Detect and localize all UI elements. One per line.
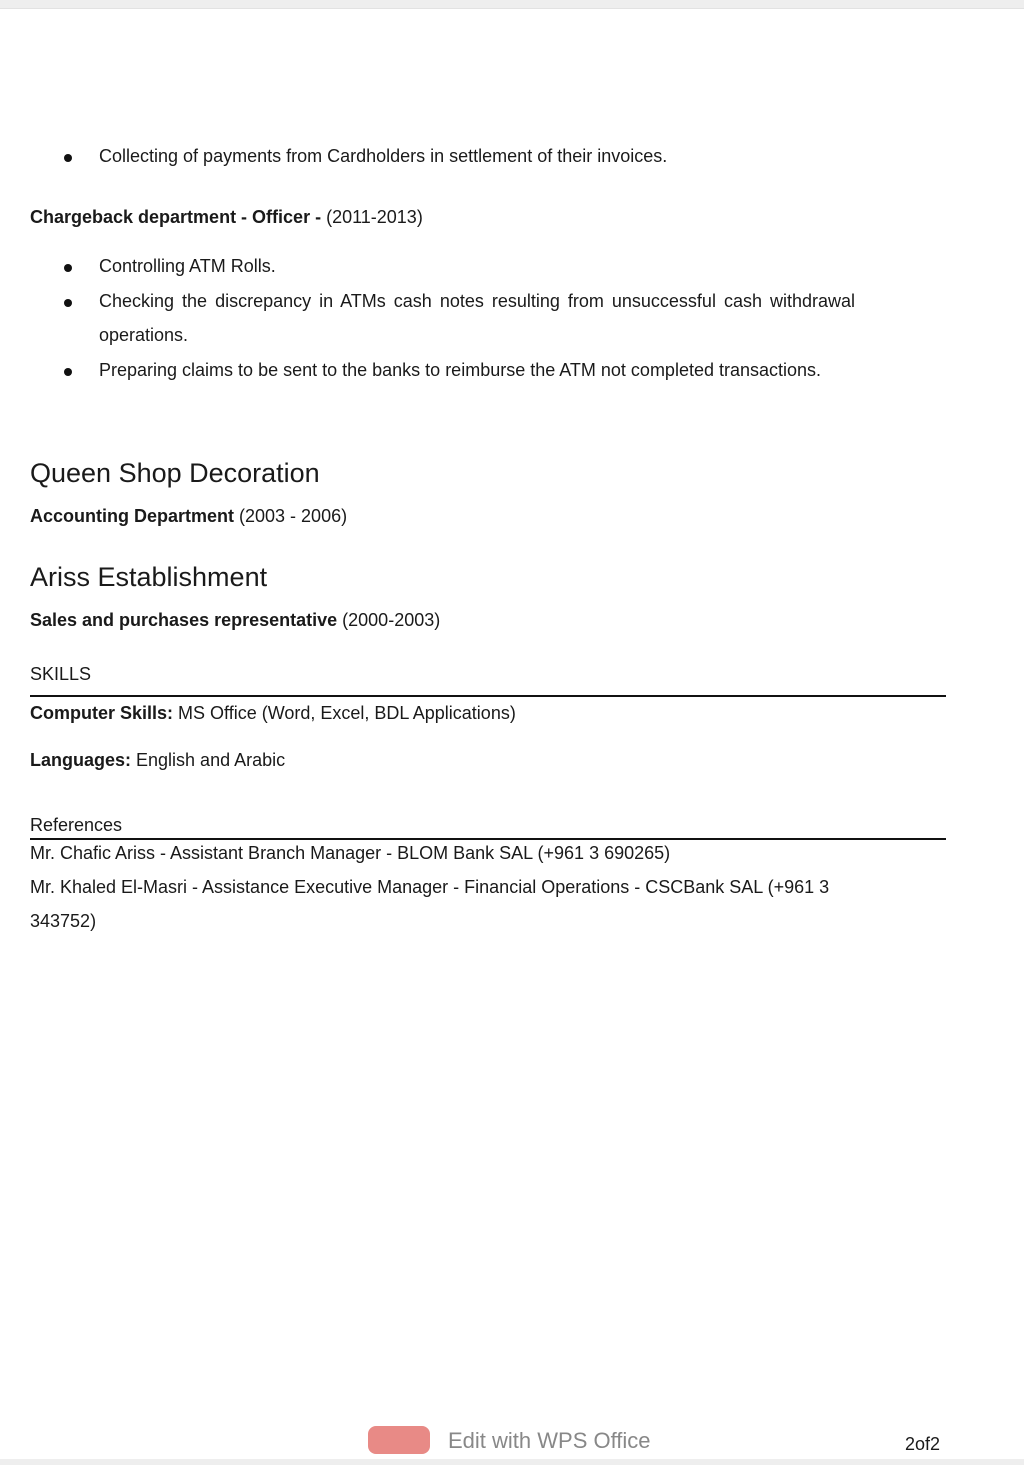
- section-heading-references: References: [30, 815, 123, 835]
- role: Accounting Department: [30, 506, 235, 526]
- list-item: Controlling ATM Rolls.: [99, 256, 276, 276]
- bullet-icon: [64, 154, 72, 162]
- years: (2000-2003): [337, 610, 441, 630]
- bottom-bar: [0, 1459, 1024, 1465]
- role: Sales and purchases representative: [30, 610, 338, 630]
- label: Computer Skills:: [30, 703, 174, 723]
- label: Languages:: [30, 750, 132, 770]
- job-title-chargeback: [30, 207, 423, 228]
- divider: [30, 695, 946, 697]
- reference-item: Mr. Khaled El-Masri - Assistance Executive Manager - Financial Operations - CSCBank SAL (+961 3: [30, 877, 830, 897]
- bullet-icon: [64, 368, 72, 376]
- reference-item: Mr. Chafic Ariss - Assistant Branch Manager - BLOM Bank SAL (+961 3 690265): [30, 843, 671, 863]
- wps-logo-icon[interactable]: [368, 1426, 430, 1454]
- job-role: [30, 506, 347, 527]
- bullet-icon: [64, 264, 72, 272]
- bullet-icon: [64, 299, 72, 307]
- value: MS Office (Word, Excel, BDL Applications): [173, 703, 516, 723]
- years: (2003 - 2006): [234, 506, 348, 526]
- page-number: 2of2: [905, 1434, 941, 1454]
- computer-skills: [30, 703, 516, 724]
- reference-item-continued: 343752): [30, 911, 97, 931]
- job-title: Chargeback department - Officer -: [30, 207, 322, 227]
- company-heading: Queen Shop Decoration: [30, 458, 320, 488]
- divider: [30, 838, 946, 840]
- languages: [30, 750, 285, 771]
- section-heading-skills: SKILLS: [30, 664, 92, 684]
- top-toolbar-edge: [0, 0, 1024, 9]
- edit-with-wps-banner[interactable]: Edit with WPS Office: [448, 1428, 651, 1453]
- company-heading: Ariss Establishment: [30, 562, 268, 592]
- value: English and Arabic: [131, 750, 286, 770]
- list-item: Collecting of payments from Cardholders in settlement of their invoices.: [99, 146, 668, 166]
- list-item: Preparing claims to be sent to the banks to reimburse the ATM not completed transactions.: [99, 360, 822, 380]
- list-item: Checking the discrepancy in ATMs cash notes resulting from unsuccessful cash withdrawal: [99, 291, 855, 311]
- list-item-continued: operations.: [99, 325, 189, 345]
- job-years: (2011-2013): [321, 207, 423, 227]
- job-role: [30, 610, 440, 631]
